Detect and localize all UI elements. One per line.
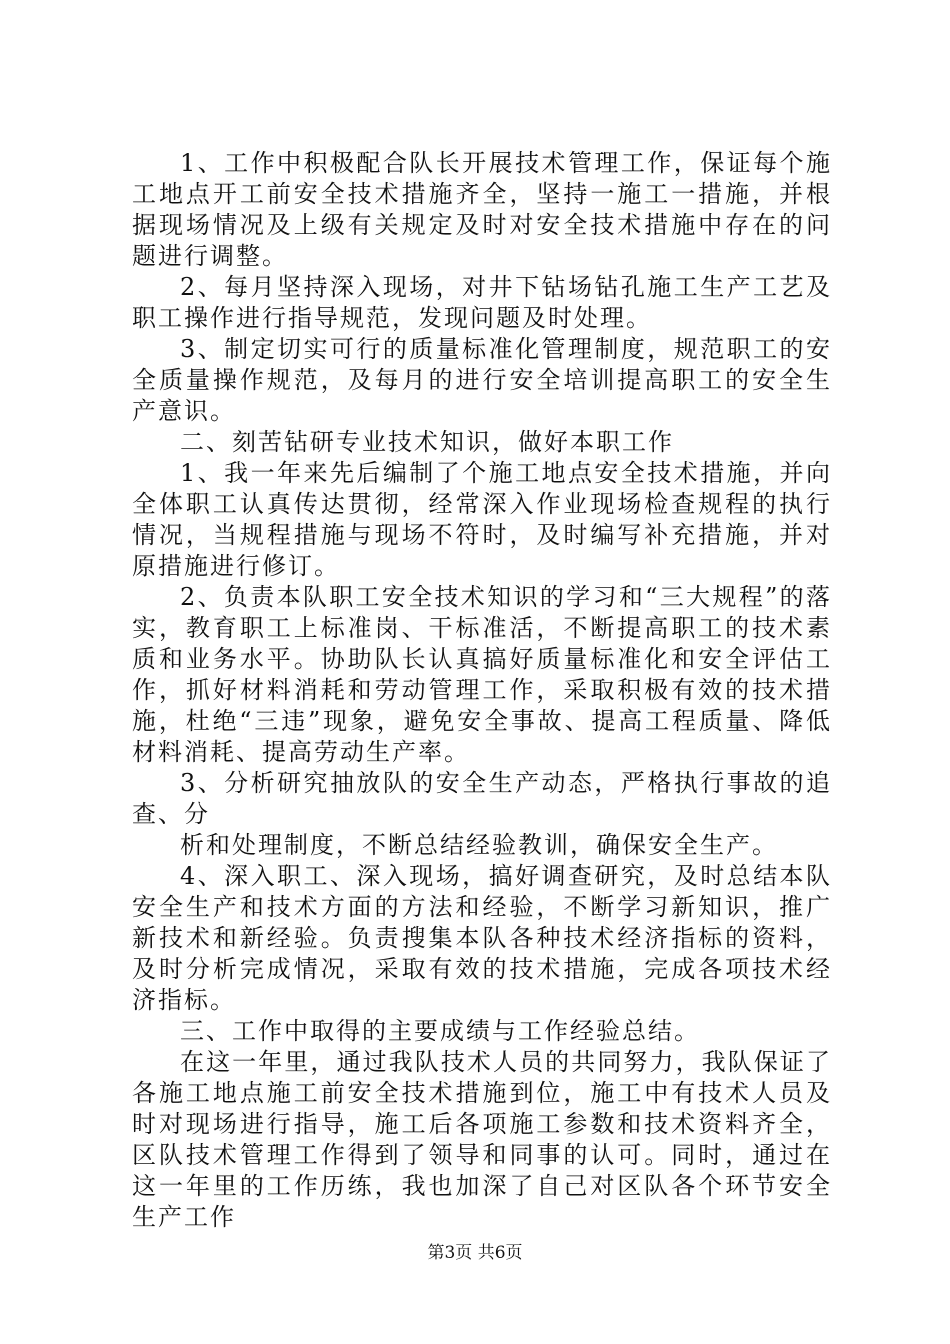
paragraph-2: 2、每月坚持深入现场，对井下钻场钻孔施工生产工艺及职工操作进行指导规范，发现问题及时处理。 (132, 273, 832, 332)
paragraph-5: 2、负责本队职工安全技术知识的学习和“三大规程”的落实，教育职工上标准岗、干标准活，不断提高职工的技术素质和业务水平。协助队长认真搞好质量标准化和安全评估工作，抓好材料消耗和劳动管理工作，采取积极有效的技术措施，杜绝“三违”现象，避免安全事故、提高工程质量、降低材料消耗、提高劳动生产率。 (132, 583, 832, 766)
document-body (132, 148, 832, 1233)
paragraph-4: 1、我一年来先后编制了个施工地点安全技术措施，并向全体职工认真传达贯彻，经常深入作业现场检查规程的执行情况，当规程措施与现场不符时，及时编写补充措施，并对原措施进行修订。 (132, 459, 832, 580)
paragraph-8: 在这一年里，通过我队技术人员的共同努力，我队保证了各施工地点施工前安全技术措施到位，施工中有技术人员及时对现场进行指导，施工后各项施工参数和技术资料齐全，区队技术管理工作得到了领导和同事的认可。同时，通过在这一年里的工作历练，我也加深了自己对区队各个环节安全生产工作 (132, 1048, 832, 1231)
section-heading-3: 三、工作中取得的主要成绩与工作经验总结。 (180, 1017, 700, 1045)
paragraph-6: 3、分析研究抽放队的安全生产动态，严格执行事故的追查、分 (132, 769, 832, 828)
page-number-footer: 第3页 共6页 (427, 1243, 523, 1263)
paragraph-3: 3、制定切实可行的质量标准化管理制度，规范职工的安全质量操作规范，及每月的进行安全培训提高职工的安全生产意识。 (132, 335, 832, 425)
paragraph-1: 1、工作中积极配合队长开展技术管理工作，保证每个施工地点开工前安全技术措施齐全，坚持一施工一措施，并根据现场情况及上级有关规定及时对安全技术措施中存在的问题进行调整。 (132, 149, 832, 270)
paragraph-7: 4、深入职工、深入现场，搞好调查研究，及时总结本队安全生产和技术方面的方法和经验，不断学习新知识，推广新技术和新经验。负责搜集本队各种技术经济指标的资料，及时分析完成情况，采取有效的技术措施，完成各项技术经济指标。 (132, 862, 832, 1014)
paragraph-6-continued: 析和处理制度，不断总结经验教训，确保安全生产。 (180, 831, 778, 859)
section-heading-2: 二、刻苦钻研专业技术知识，做好本职工作 (180, 428, 674, 456)
